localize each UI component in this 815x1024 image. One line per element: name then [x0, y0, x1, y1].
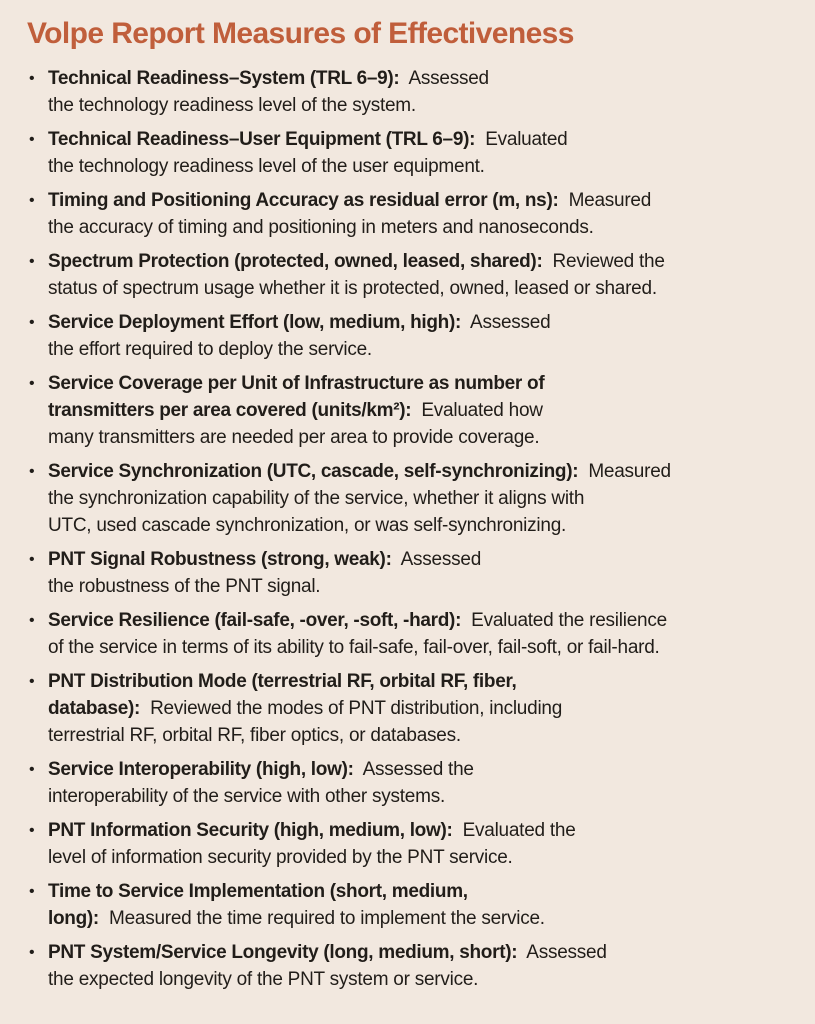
measure-description: the technology readiness level of the user equipment. [48, 156, 485, 177]
measure-label-bold: PNT Distribution Mode (terrestrial RF, orbital RF, fiber, [48, 671, 517, 692]
measure-label-bold: Service Coverage per Unit of Infrastructure as number of [48, 373, 545, 394]
page-title: Volpe Report Measures of Effectiveness [27, 17, 574, 50]
measure-text [48, 309, 803, 363]
measure-item [27, 370, 803, 451]
measure-line [48, 424, 803, 451]
measure-text [48, 607, 803, 661]
measure-text [48, 458, 803, 539]
measure-text [48, 248, 803, 302]
bullet-icon: • [29, 314, 35, 331]
measure-label-bold: Time to Service Implementation (short, medium, [48, 881, 468, 902]
measure-item [27, 248, 803, 302]
bullet-icon: • [29, 944, 35, 961]
measure-label-bold: Service Synchronization (UTC, cascade, self-synchronizing): [48, 461, 579, 482]
measure-item [27, 546, 803, 600]
measure-label-bold: Spectrum Protection (protected, owned, leased, shared): [48, 251, 543, 272]
measure-line [48, 546, 803, 573]
measure-line [48, 458, 803, 485]
measure-line [48, 722, 803, 749]
measure-label-bold: PNT Signal Robustness (strong, weak): [48, 549, 392, 570]
measure-label-bold: Service Deployment Effort (low, medium, high): [48, 312, 462, 333]
measure-label-bold: Service Interoperability (high, low): [48, 759, 354, 780]
measure-description: the robustness of the PNT signal. [48, 576, 321, 597]
measure-line [48, 607, 803, 634]
measure-line [48, 370, 803, 397]
measure-line [48, 309, 803, 336]
measure-label-bold: transmitters per area covered (units/km²): [48, 400, 412, 421]
measure-description: Assessed the [353, 759, 474, 780]
measure-description: many transmitters are needed per area to provide coverage. [48, 427, 540, 448]
measure-line [48, 844, 803, 871]
measure-line [48, 336, 803, 363]
bullet-icon: • [29, 253, 35, 270]
measure-line [48, 878, 803, 905]
measure-text [48, 817, 803, 871]
measure-label-bold: Service Resilience (fail-safe, -over, -soft, -hard): [48, 610, 462, 631]
measure-label-bold: Timing and Positioning Accuracy as residual error (m, ns): [48, 190, 559, 211]
measure-line [48, 512, 803, 539]
measure-text [48, 187, 803, 241]
bullet-icon: • [29, 70, 35, 87]
measure-description: Measured the time required to implement the service. [98, 908, 545, 929]
measure-text [48, 756, 803, 810]
measure-text [48, 126, 803, 180]
measure-item [27, 65, 803, 119]
measure-item [27, 668, 803, 749]
bullet-icon: • [29, 673, 35, 690]
measure-description: of the service in terms of its ability to fail-safe, fail-over, fail-soft, or fail-hard. [48, 637, 660, 658]
measure-label-bold: long): [48, 908, 99, 929]
measure-line [48, 939, 803, 966]
measure-line [48, 695, 803, 722]
measure-item [27, 187, 803, 241]
measure-description: Evaluated the resilience [461, 610, 667, 631]
measure-label-bold: Technical Readiness–System (TRL 6–9): [48, 68, 400, 89]
measure-description: Assessed [399, 68, 489, 89]
measure-line [48, 65, 803, 92]
measure-description: the accuracy of timing and positioning in meters and nanoseconds. [48, 217, 594, 238]
measure-line [48, 275, 803, 302]
measure-description: the effort required to deploy the service. [48, 339, 372, 360]
measure-label-bold: database): [48, 698, 141, 719]
measure-description: Evaluated the [452, 820, 576, 841]
bullet-icon: • [29, 131, 35, 148]
measure-item [27, 878, 803, 932]
measure-item [27, 309, 803, 363]
measure-line [48, 966, 803, 993]
measure-line [48, 153, 803, 180]
measure-description: Measured [558, 190, 652, 211]
bullet-icon: • [29, 822, 35, 839]
measure-description: Assessed [461, 312, 551, 333]
measure-line [48, 573, 803, 600]
measure-line [48, 783, 803, 810]
measure-description: Reviewed the modes of PNT distribution, including [140, 698, 563, 719]
measure-text [48, 939, 803, 993]
bullet-icon: • [29, 761, 35, 778]
measure-item [27, 756, 803, 810]
measure-line [48, 756, 803, 783]
measure-line [48, 187, 803, 214]
bullet-icon: • [29, 883, 35, 900]
measure-item [27, 939, 803, 993]
measure-description: the synchronization capability of the service, whether it aligns with [48, 488, 585, 509]
measure-description: Assessed [517, 942, 607, 963]
measure-item [27, 607, 803, 661]
measure-label-bold: Technical Readiness–User Equipment (TRL 6–9): [48, 129, 476, 150]
bullet-icon: • [29, 551, 35, 568]
measure-description: the technology readiness level of the system. [48, 95, 416, 116]
measure-text [48, 370, 803, 451]
measure-item [27, 458, 803, 539]
measure-description: the expected longevity of the PNT system or service. [48, 969, 479, 990]
bullet-icon: • [29, 463, 35, 480]
measure-line [48, 92, 803, 119]
measure-line [48, 214, 803, 241]
measure-description: status of spectrum usage whether it is protected, owned, leased or shared. [48, 278, 657, 299]
measure-item [27, 817, 803, 871]
measure-label-bold: PNT System/Service Longevity (long, medium, short): [48, 942, 518, 963]
measure-label-bold: PNT Information Security (high, medium, low): [48, 820, 453, 841]
measure-description: Assessed [391, 549, 482, 570]
measure-description: interoperability of the service with other systems. [48, 786, 445, 807]
measure-description: UTC, used cascade synchronization, or was self-synchronizing. [48, 515, 567, 536]
measure-description: level of information security provided by the PNT service. [48, 847, 513, 868]
measure-text [48, 65, 803, 119]
measure-item [27, 126, 803, 180]
measure-description: Reviewed the [542, 251, 665, 272]
measure-line [48, 126, 803, 153]
measure-description: Evaluated how [411, 400, 543, 421]
measure-line [48, 668, 803, 695]
measure-line [48, 905, 803, 932]
measure-text [48, 668, 803, 749]
measures-list [27, 65, 803, 993]
measure-text [48, 878, 803, 932]
measure-line [48, 485, 803, 512]
measure-description: Measured [578, 461, 671, 482]
bullet-icon: • [29, 192, 35, 209]
measure-line [48, 634, 803, 661]
bullet-icon: • [29, 612, 35, 629]
measure-text [48, 546, 803, 600]
measure-line [48, 248, 803, 275]
measure-description: Evaluated [475, 129, 568, 150]
bullet-icon: • [29, 375, 35, 392]
measure-line [48, 397, 803, 424]
measure-line [48, 817, 803, 844]
measure-description: terrestrial RF, orbital RF, fiber optics, or databases. [48, 725, 461, 746]
